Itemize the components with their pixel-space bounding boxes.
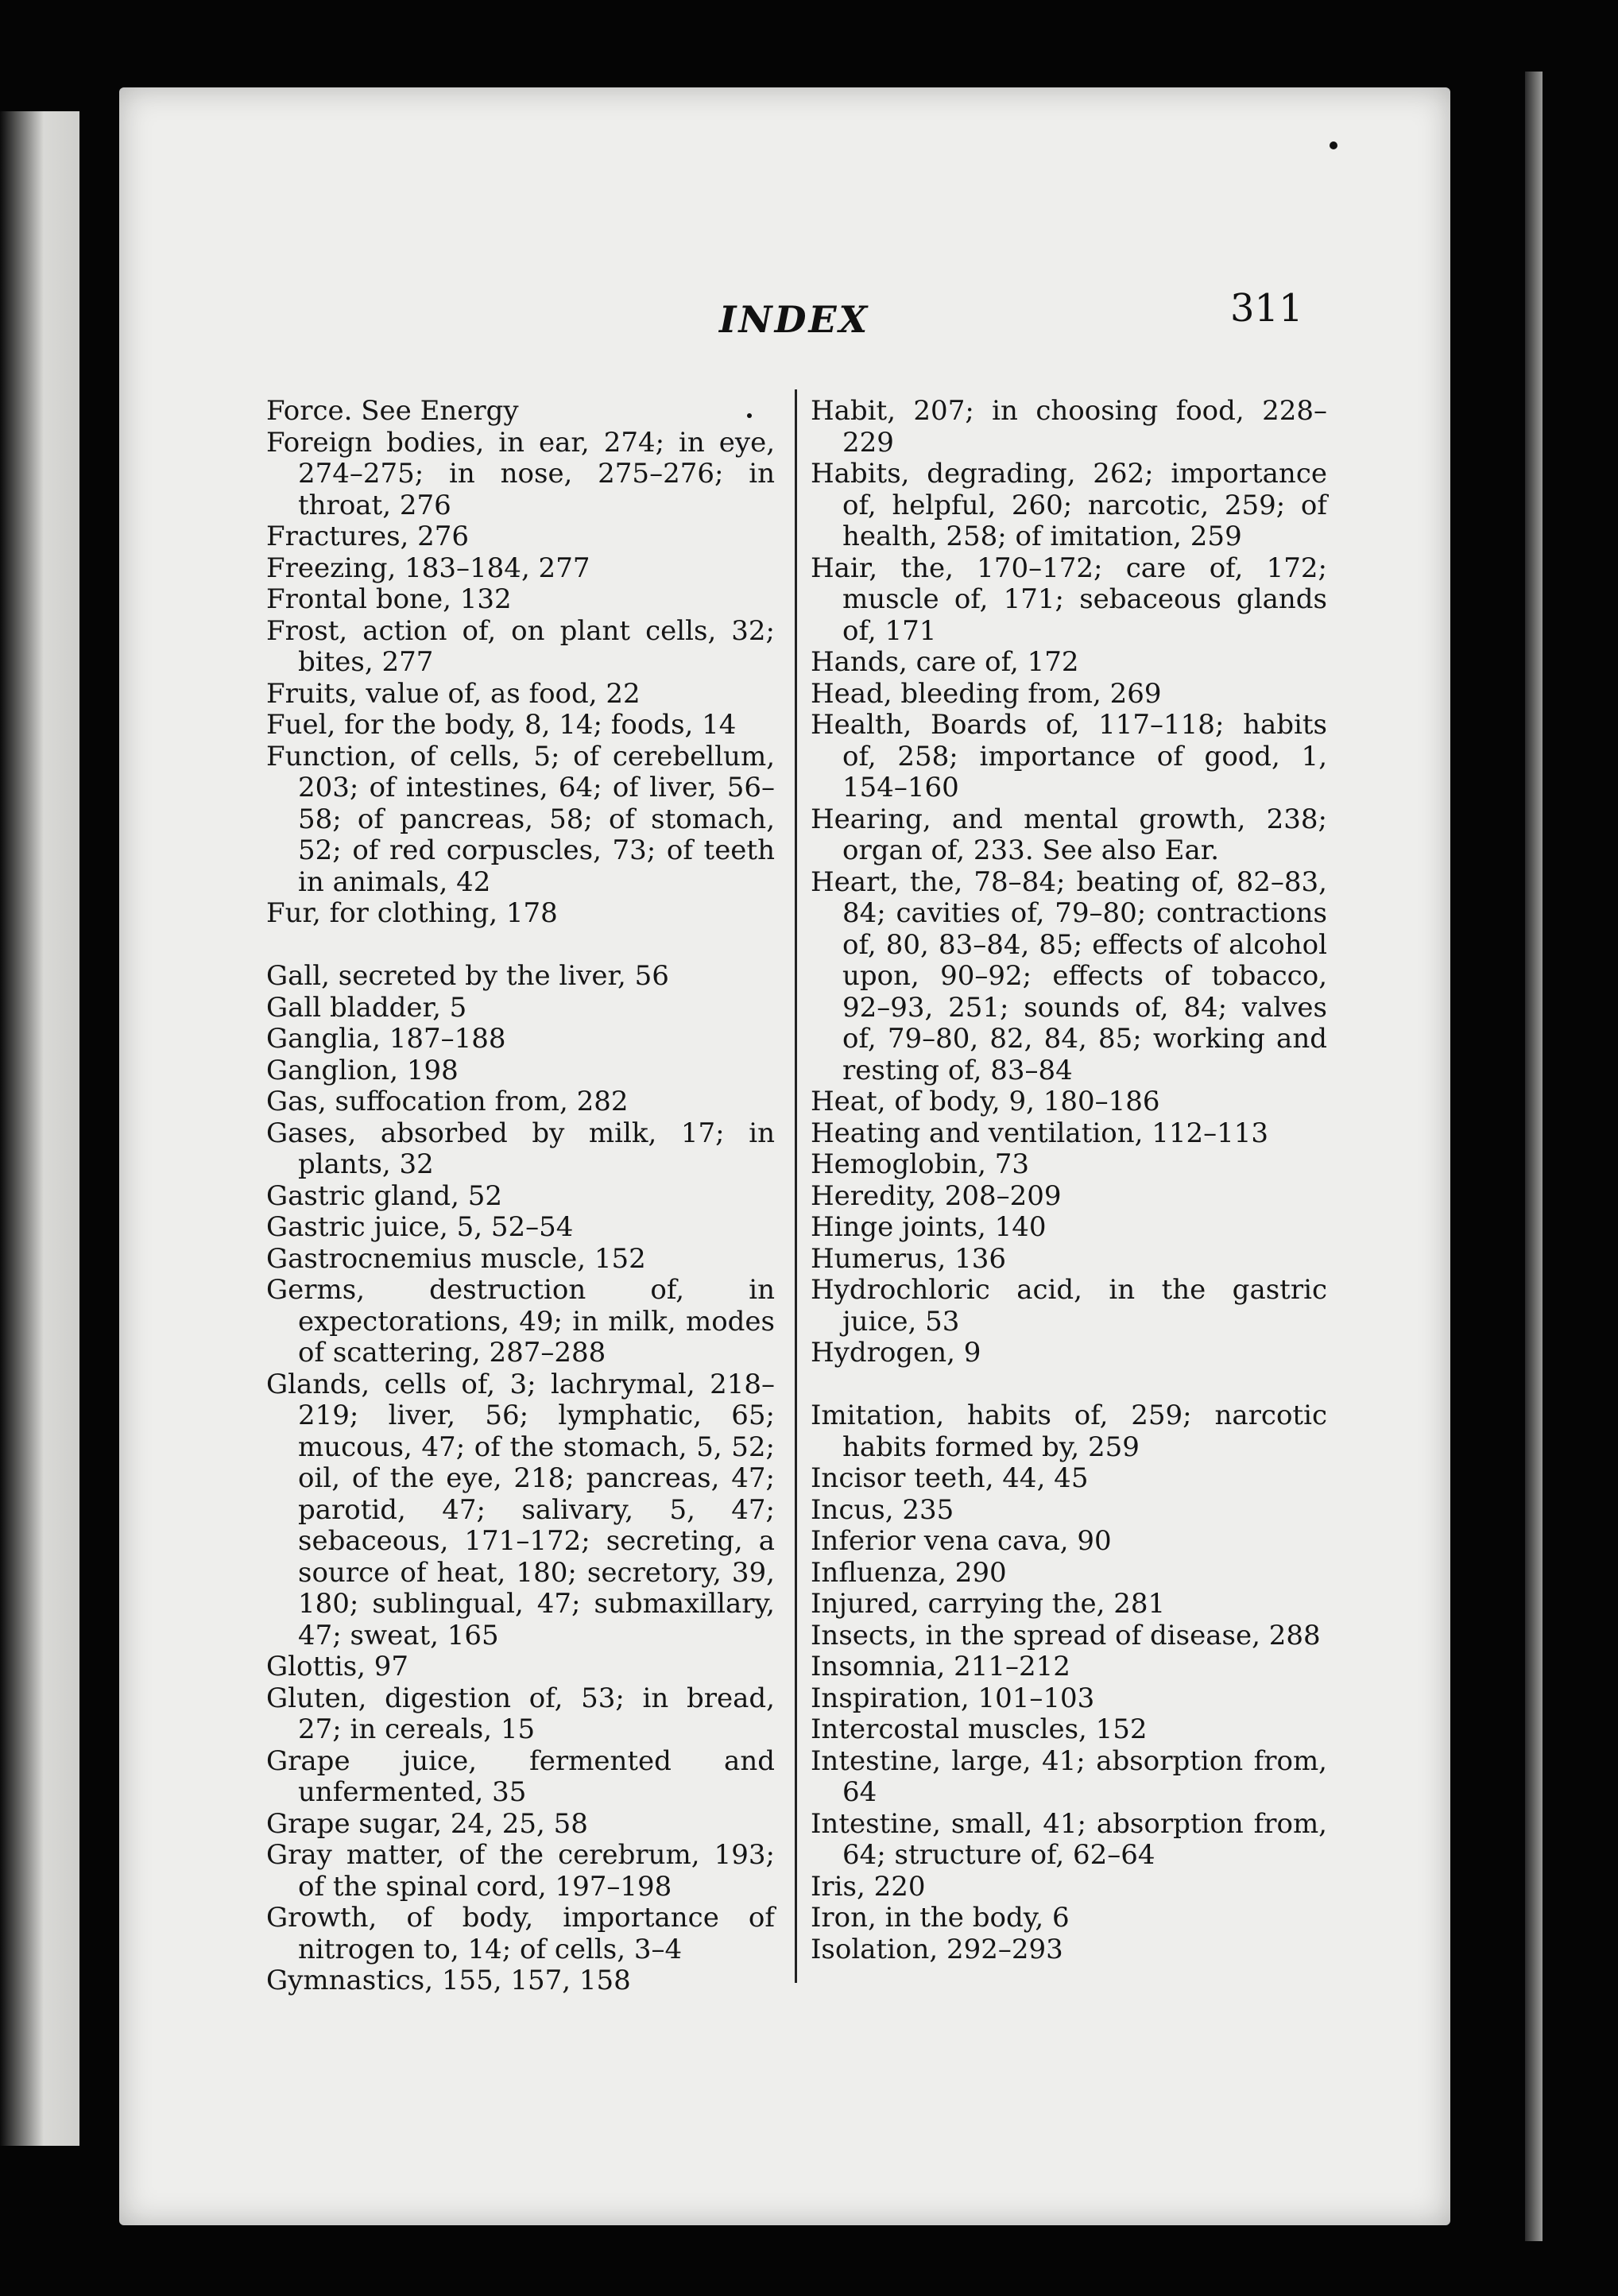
page-title: INDEX [719, 298, 870, 341]
index-entry: Grape juice, fermented and unfermented, 35 [266, 1744, 775, 1808]
index-entry: Hydrochloric acid, in the gastric juice, 53 [811, 1274, 1327, 1338]
index-entry: Incisor teeth, 44, 45 [811, 1462, 1089, 1494]
index-entry: Gastrocnemius muscle, 152 [266, 1242, 646, 1275]
index-entry: Gastric gland, 52 [266, 1179, 502, 1212]
index-column-left [266, 396, 775, 1997]
index-entry: Intestine, small, 41; absorption from, 64; structure of, 62–64 [811, 1807, 1327, 1871]
index-entry: Habits, degrading, 262; importance of, helpful, 260; narcotic, 259; of health, 258; of imitation, 259 [811, 458, 1327, 552]
index-entry: Fractures, 276 [266, 521, 470, 552]
index-entry: Freezing, 183–184, 277 [266, 552, 590, 584]
index-entry: Gray matter, of the cerebrum, 193; of the spinal cord, 197–198 [266, 1839, 775, 1903]
index-entry: Foreign bodies, in ear, 274; in eye, 274–275; in nose, 275–276; in throat, 276 [266, 426, 775, 521]
index-entry: Habit, 207; in choosing food, 228–229 [811, 395, 1327, 459]
index-entry: Incus, 235 [811, 1493, 954, 1526]
section-gap [266, 930, 775, 962]
index-entry: Intestine, large, 41; absorption from, 64 [811, 1744, 1327, 1808]
index-entry: Fruits, value of, as food, 22 [266, 677, 641, 710]
index-entry: Grape sugar, 24, 25, 58 [266, 1807, 588, 1840]
index-entry: Ganglia, 187–188 [266, 1023, 506, 1055]
index-entry: Insomnia, 211–212 [811, 1651, 1070, 1682]
index-entry: Intercostal muscles, 152 [811, 1713, 1148, 1745]
index-entry: Hands, care of, 172 [811, 646, 1079, 678]
binding-gutter [0, 111, 79, 2146]
index-entry: Health, Boards of, 117–118; habits of, 258; importance of good, 1, 154–160 [811, 709, 1327, 803]
index-entry: Influenza, 290 [811, 1556, 1007, 1589]
index-entry: Heat, of body, 9, 180–186 [811, 1086, 1160, 1117]
index-entry: Germs, destruction of, in expectorations, 49; in milk, modes of scattering, 287–288 [266, 1274, 775, 1369]
index-entry: Insects, in the spread of disease, 288 [811, 1619, 1321, 1651]
index-entry: Glands, cells of, 3; lachrymal, 218–219; liver, 56; lymphatic, 65; mucous, 47; of the stomach, 5, 52; oil, of the eye, 218; pancreas, 47; parotid, 47; salivary, 5, 47; sebaceous, 171–172; secreting, a source of heat, 180; secretory, 39, 180; sublingual, 47; submaxillary, 47; sweat, 165 [266, 1368, 775, 1651]
index-entry: Hemoglobin, 73 [811, 1148, 1030, 1180]
index-entry: Growth, of body, importance of nitrogen to, 14; of cells, 3–4 [266, 1902, 775, 1965]
page-edge [1525, 72, 1543, 2241]
index-entry: Gases, absorbed by milk, 17; in plants, 32 [266, 1117, 775, 1180]
index-entry: Injured, carrying the, 281 [811, 1588, 1166, 1620]
column-divider [795, 389, 797, 1983]
index-entry: Ganglion, 198 [266, 1054, 459, 1086]
index-entry: Hair, the, 170–172; care of, 172; muscle of, 171; sebaceous glands of, 171 [811, 552, 1327, 647]
index-entry: Gymnastics, 155, 157, 158 [266, 1965, 631, 1996]
index-entry: Fuel, for the body, 8, 14; foods, 14 [266, 709, 737, 741]
index-entry: Hearing, and mental growth, 238; organ of, 233. See also Ear. [811, 803, 1327, 866]
index-entry: Gas, suffocation from, 282 [266, 1086, 629, 1117]
index-entry: Hydrogen, 9 [811, 1337, 981, 1369]
index-entry: Imitation, habits of, 259; narcotic habits formed by, 259 [811, 1400, 1327, 1463]
index-entry: Iron, in the body, 6 [811, 1902, 1070, 1934]
section-gap [811, 1369, 1327, 1401]
index-entry: Gall bladder, 5 [266, 991, 467, 1024]
index-entry: Hinge joints, 140 [811, 1211, 1047, 1243]
page-number: 311 [1230, 286, 1303, 331]
index-entry: Fur, for clothing, 178 [266, 897, 558, 929]
index-entry: Heredity, 208–209 [811, 1179, 1062, 1212]
index-entry: Frost, action of, on plant cells, 32; bites, 277 [266, 614, 775, 678]
index-entry: Gall, secreted by the liver, 56 [266, 960, 669, 992]
index-entry: Humerus, 136 [811, 1242, 1007, 1275]
index-entry: Inferior vena cava, 90 [811, 1525, 1112, 1557]
index-entry: Frontal bone, 132 [266, 583, 512, 615]
index-entry: Heart, the, 78–84; beating of, 82–83, 84; cavities of, 79–80; contractions of, 80, 83–84, 85; effects of alcohol upon, 90–92; effects of tobacco, 92–93, 251; sounds of, 84; valves of, 79–80, 82, 84, 85; working and resting of, 83–84 [811, 865, 1327, 1086]
index-entry: Force. See Energy [266, 395, 519, 427]
index-entry: Gastric juice, 5, 52–54 [266, 1211, 574, 1243]
index-entry: Iris, 220 [811, 1870, 926, 1903]
ink-speck [1330, 141, 1337, 149]
index-column-right [811, 396, 1327, 1965]
index-entry: Gluten, digestion of, 53; in bread, 27; in cereals, 15 [266, 1682, 775, 1745]
index-entry: Heating and ventilation, 112–113 [811, 1117, 1269, 1149]
index-entry: Isolation, 292–293 [811, 1933, 1063, 1965]
index-entry: Function, of cells, 5; of cerebellum, 203; of intestines, 64; of liver, 56–58; of pancreas, 58; of stomach, 52; of red corpuscles, 73; of teeth in animals, 42 [266, 740, 775, 898]
index-entry: Inspiration, 101–103 [811, 1682, 1095, 1714]
index-entry: Head, bleeding from, 269 [811, 677, 1162, 710]
index-entry: Glottis, 97 [266, 1651, 409, 1682]
